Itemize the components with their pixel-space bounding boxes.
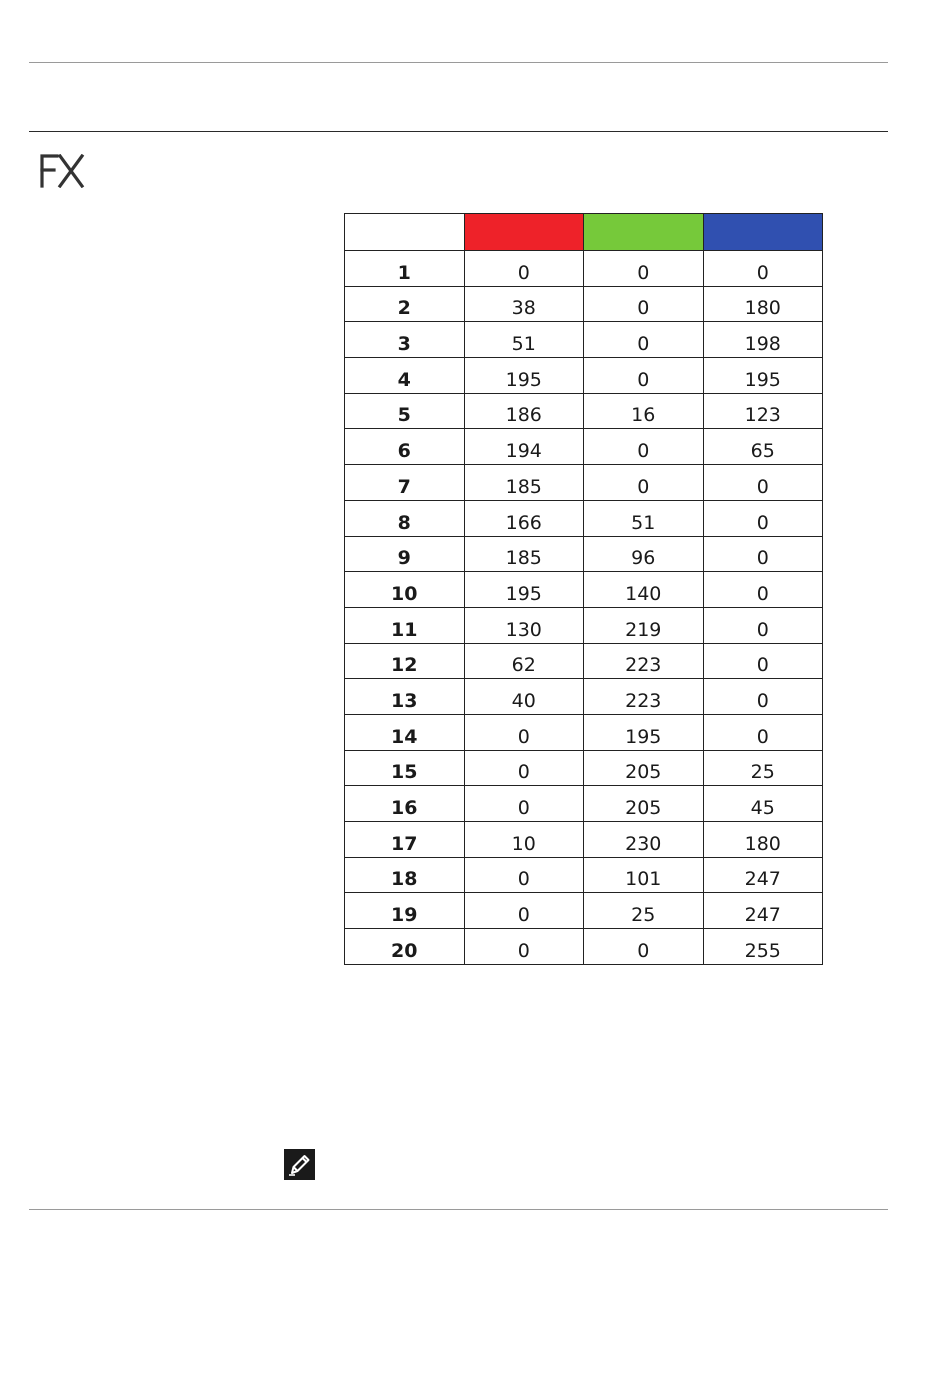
row-index-cell: 13 xyxy=(345,679,465,715)
color-values-table xyxy=(344,213,823,965)
section-divider xyxy=(29,131,888,132)
blue-value-cell: 25 xyxy=(703,750,823,786)
red-value-cell: 0 xyxy=(464,714,584,750)
table-row xyxy=(345,822,823,858)
red-value-cell: 0 xyxy=(464,251,584,287)
row-index-cell: 12 xyxy=(345,643,465,679)
blue-value-cell: 247 xyxy=(703,893,823,929)
row-index-cell: 16 xyxy=(345,786,465,822)
table-row xyxy=(345,429,823,465)
header-index-cell xyxy=(345,214,465,251)
table-row xyxy=(345,750,823,786)
row-index-cell: 9 xyxy=(345,536,465,572)
table-row xyxy=(345,393,823,429)
table-row xyxy=(345,536,823,572)
green-value-cell: 25 xyxy=(584,893,704,929)
blue-value-cell: 65 xyxy=(703,429,823,465)
blue-value-cell: 180 xyxy=(703,822,823,858)
green-value-cell: 0 xyxy=(584,286,704,322)
blue-value-cell: 0 xyxy=(703,465,823,501)
green-value-cell: 0 xyxy=(584,251,704,287)
row-index-cell: 3 xyxy=(345,322,465,358)
table-row xyxy=(345,322,823,358)
row-index-cell: 6 xyxy=(345,429,465,465)
table-header-row xyxy=(345,214,823,251)
row-index-cell: 15 xyxy=(345,750,465,786)
color-values-table-wrap xyxy=(344,213,823,965)
row-index-cell: 11 xyxy=(345,607,465,643)
green-value-cell: 195 xyxy=(584,714,704,750)
red-value-cell: 186 xyxy=(464,393,584,429)
red-value-cell: 185 xyxy=(464,536,584,572)
table-row xyxy=(345,679,823,715)
red-value-cell: 0 xyxy=(464,929,584,965)
table-row xyxy=(345,714,823,750)
blue-value-cell: 0 xyxy=(703,500,823,536)
red-value-cell: 0 xyxy=(464,893,584,929)
blue-value-cell: 45 xyxy=(703,786,823,822)
footer-divider xyxy=(29,1209,888,1210)
row-index-cell: 17 xyxy=(345,822,465,858)
table-row xyxy=(345,857,823,893)
blue-value-cell: 198 xyxy=(703,322,823,358)
red-value-cell: 195 xyxy=(464,572,584,608)
header-green-swatch xyxy=(584,214,704,251)
fx-icon xyxy=(40,154,86,188)
row-index-cell: 20 xyxy=(345,929,465,965)
green-value-cell: 0 xyxy=(584,322,704,358)
row-index-cell: 7 xyxy=(345,465,465,501)
red-value-cell: 0 xyxy=(464,750,584,786)
red-value-cell: 0 xyxy=(464,786,584,822)
row-index-cell: 4 xyxy=(345,358,465,394)
table-row xyxy=(345,465,823,501)
row-index-cell: 8 xyxy=(345,500,465,536)
green-value-cell: 140 xyxy=(584,572,704,608)
blue-value-cell: 0 xyxy=(703,572,823,608)
table-row xyxy=(345,643,823,679)
green-value-cell: 230 xyxy=(584,822,704,858)
red-value-cell: 40 xyxy=(464,679,584,715)
red-value-cell: 38 xyxy=(464,286,584,322)
red-value-cell: 130 xyxy=(464,607,584,643)
red-value-cell: 185 xyxy=(464,465,584,501)
top-divider xyxy=(29,62,888,63)
green-value-cell: 219 xyxy=(584,607,704,643)
red-value-cell: 194 xyxy=(464,429,584,465)
row-index-cell: 14 xyxy=(345,714,465,750)
blue-value-cell: 0 xyxy=(703,714,823,750)
green-value-cell: 0 xyxy=(584,465,704,501)
green-value-cell: 51 xyxy=(584,500,704,536)
blue-value-cell: 195 xyxy=(703,358,823,394)
red-value-cell: 10 xyxy=(464,822,584,858)
blue-value-cell: 0 xyxy=(703,607,823,643)
green-value-cell: 205 xyxy=(584,786,704,822)
table-row xyxy=(345,251,823,287)
header-blue-swatch xyxy=(703,214,823,251)
table-row xyxy=(345,929,823,965)
green-value-cell: 223 xyxy=(584,679,704,715)
red-value-cell: 195 xyxy=(464,358,584,394)
row-index-cell: 10 xyxy=(345,572,465,608)
red-value-cell: 0 xyxy=(464,857,584,893)
blue-value-cell: 0 xyxy=(703,251,823,287)
green-value-cell: 0 xyxy=(584,929,704,965)
table-row xyxy=(345,500,823,536)
table-row xyxy=(345,358,823,394)
green-value-cell: 0 xyxy=(584,429,704,465)
table-row xyxy=(345,607,823,643)
row-index-cell: 18 xyxy=(345,857,465,893)
green-value-cell: 0 xyxy=(584,358,704,394)
row-index-cell: 5 xyxy=(345,393,465,429)
blue-value-cell: 0 xyxy=(703,536,823,572)
row-index-cell: 19 xyxy=(345,893,465,929)
table-row xyxy=(345,572,823,608)
blue-value-cell: 247 xyxy=(703,857,823,893)
table-row xyxy=(345,286,823,322)
green-value-cell: 101 xyxy=(584,857,704,893)
green-value-cell: 223 xyxy=(584,643,704,679)
green-value-cell: 205 xyxy=(584,750,704,786)
green-value-cell: 16 xyxy=(584,393,704,429)
blue-value-cell: 0 xyxy=(703,679,823,715)
blue-value-cell: 180 xyxy=(703,286,823,322)
row-index-cell: 1 xyxy=(345,251,465,287)
green-value-cell: 96 xyxy=(584,536,704,572)
blue-value-cell: 255 xyxy=(703,929,823,965)
table-row xyxy=(345,893,823,929)
note-pencil-icon xyxy=(284,1149,315,1180)
header-red-swatch xyxy=(464,214,584,251)
blue-value-cell: 123 xyxy=(703,393,823,429)
red-value-cell: 51 xyxy=(464,322,584,358)
row-index-cell: 2 xyxy=(345,286,465,322)
table-row xyxy=(345,786,823,822)
blue-value-cell: 0 xyxy=(703,643,823,679)
red-value-cell: 62 xyxy=(464,643,584,679)
red-value-cell: 166 xyxy=(464,500,584,536)
